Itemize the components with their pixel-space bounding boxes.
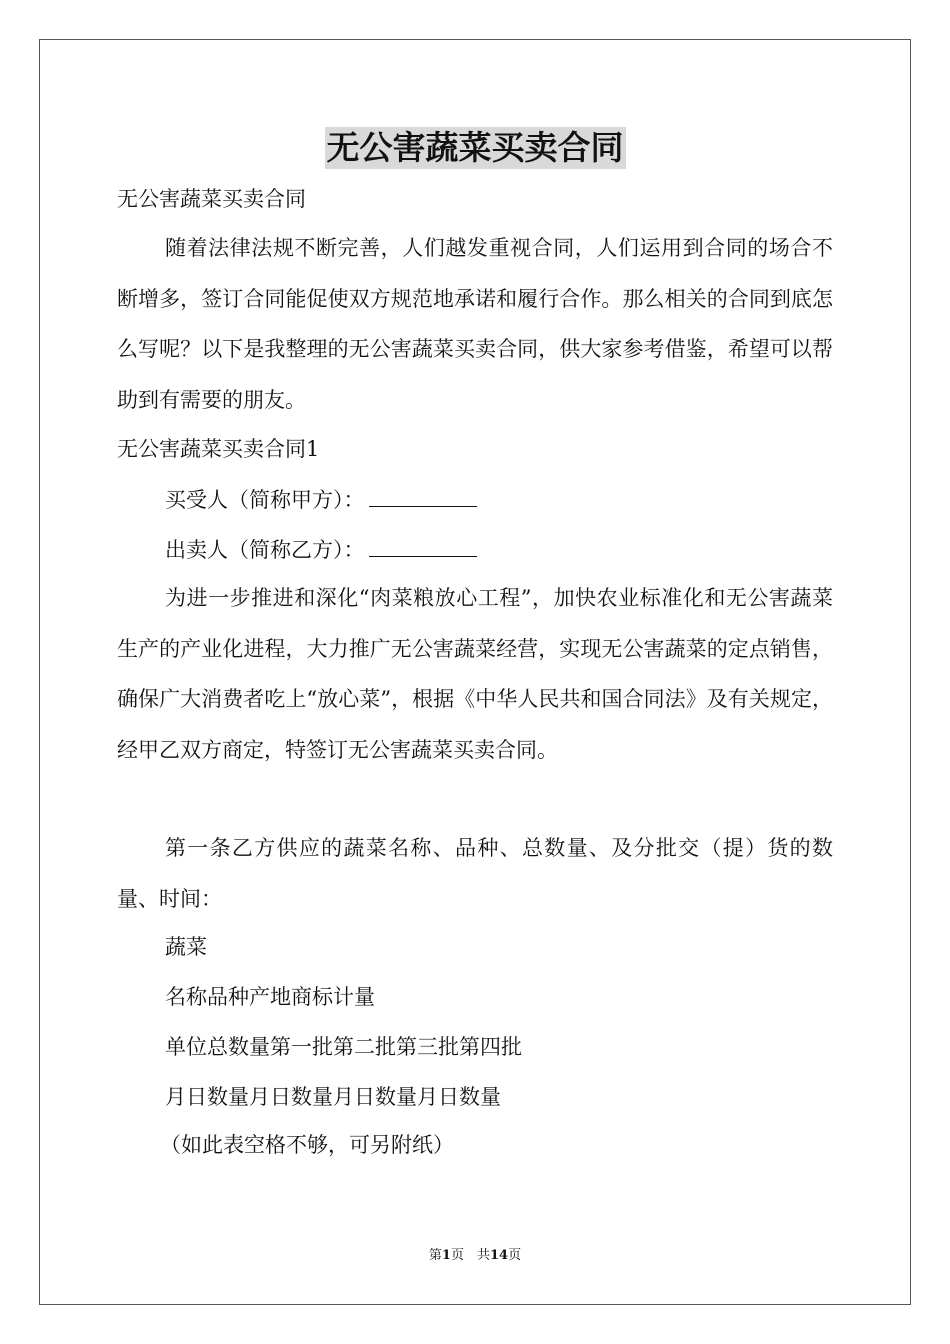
seller-label: 出卖人（简称乙方）： [165, 538, 365, 562]
purpose-paragraph: 为进一步推进和深化“肉菜粮放心工程”，加快农业标准化和无公害蔬菜生产的产业化进程，大力推广无公害蔬菜经营，实现无公害蔬菜的定点销售，确保广大消费者吃上“放心菜”，根据《中华人民共和国合同法》及有关规定，经甲乙双方商定，特签订无公害蔬菜买卖合同。 [117, 586, 833, 762]
buyer-line [165, 485, 477, 515]
article-one: 第一条乙方供应的蔬菜名称、品种、总数量、及分批交（提）货的数量、时间： [117, 836, 833, 911]
footer-mid: 页 共 [450, 1248, 490, 1263]
footer-prefix: 第 [428, 1248, 442, 1263]
footer-page-current: 1 [441, 1248, 451, 1263]
page-footer [0, 1247, 950, 1265]
document-title: 无公害蔬菜买卖合同 [326, 128, 624, 167]
buyer-label: 买受人（简称甲方）： [165, 488, 365, 512]
seller-line [165, 535, 477, 565]
section-heading: 无公害蔬菜买卖合同1 [117, 437, 320, 461]
buyer-blank[interactable] [369, 488, 477, 507]
table-line-unit: 单位总数量第一批第二批第三批第四批 [165, 1035, 522, 1059]
seller-blank[interactable] [369, 538, 477, 557]
table-line-vegetable: 蔬菜 [165, 935, 207, 959]
table-line-name: 名称品种产地商标计量 [165, 985, 375, 1009]
table-line-date: 月日数量月日数量月日数量月日数量 [165, 1085, 501, 1109]
table-note: （如此表空格不够，可另附纸） [160, 1133, 454, 1157]
footer-page-total: 14 [489, 1248, 509, 1263]
intro-paragraph: 随着法律法规不断完善，人们越发重视合同，人们运用到合同的场合不断增多，签订合同能促使双方规范地承诺和履行合作。那么相关的合同到底怎么写呢？以下是我整理的无公害蔬菜买卖合同，供大家参考借鉴，希望可以帮助到有需要的朋友。 [117, 236, 833, 412]
title-container [0, 127, 950, 169]
document-subtitle: 无公害蔬菜买卖合同 [117, 187, 306, 211]
footer-suffix: 页 [508, 1248, 522, 1263]
